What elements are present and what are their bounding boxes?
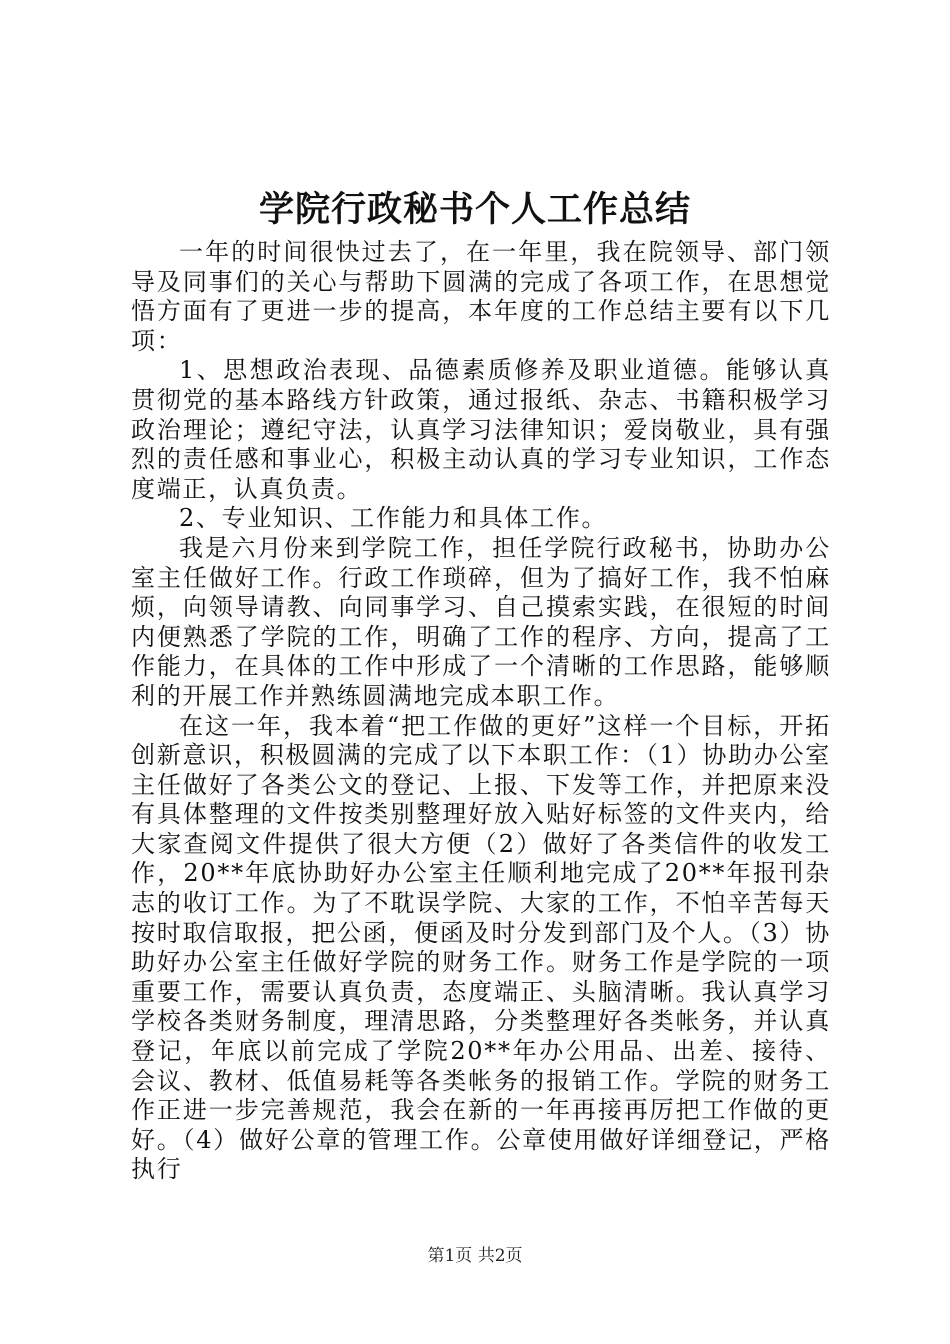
paragraph-item-2: 2、专业知识、工作能力和具体工作。 [179,504,608,533]
paragraph-work-start: 我是六月份来到学院工作，担任学院行政秘书，协助办公室主任做好工作。行政工作琐碎，但为了搞好工作，我不怕麻烦，向领导请教、向同事学习、自己摸索实践，在很短的时间内便熟悉了学院的工作，明确了工作的程序、方向，提高了工作能力，在具体的工作中形成了一个清晰的工作思路，能够顺利的开展工作并熟练圆满地完成本职工作。 [131,533,831,710]
document-body [131,238,831,1185]
paragraph-work-details: 在这一年，我本着“把工作做的更好”这样一个目标，开拓创新意识，积极圆满的完成了以下本职工作：（1）协助办公室主任做好了各类公文的登记、上报、下发等工作，并把原来没有具体整理的文件按类别整理好放入贴好标签的文件夹内，给大家查阅文件提供了很大方便（2）做好了各类信件的收发工作，20**年底协助好办公室主任顺利地完成了20**年报刊杂志的收订工作。为了不耽误学院、大家的工作，不怕辛苦每天按时取信取报，把公函，便函及时分发到部门及个人。（3）协助好办公室主任做好学院的财务工作。财务工作是学院的一项重要工作，需要认真负责，态度端正、头脑清晰。我认真学习学校各类财务制度，理清思路，分类整理好各类帐务，并认真登记，年底以前完成了学院20**年办公用品、出差、接待、会议、教材、低值易耗等各类帐务的报销工作。学院的财务工作正进一步完善规范，我会在新的一年再接再厉把工作做的更好。（4）做好公章的管理工作。公章使用做好详细登记，严格执行 [131,711,831,1184]
page-number-footer: 第1页 共2页 [427,1246,523,1266]
paragraph-intro: 一年的时间很快过去了，在一年里，我在院领导、部门领导及同事们的关心与帮助下圆满的完成了各项工作，在思想觉悟方面有了更进一步的提高，本年度的工作总结主要有以下几项： [131,238,831,355]
document-title: 学院行政秘书个人工作总结 [258,189,691,230]
paragraph-item-1: 1、思想政治表现、品德素质修养及职业道德。能够认真贯彻党的基本路线方针政策，通过报纸、杂志、书籍积极学习政治理论；遵纪守法，认真学习法律知识；爱岗敬业，具有强烈的责任感和事业心，积极主动认真的学习专业知识，工作态度端正，认真负责。 [131,356,831,503]
